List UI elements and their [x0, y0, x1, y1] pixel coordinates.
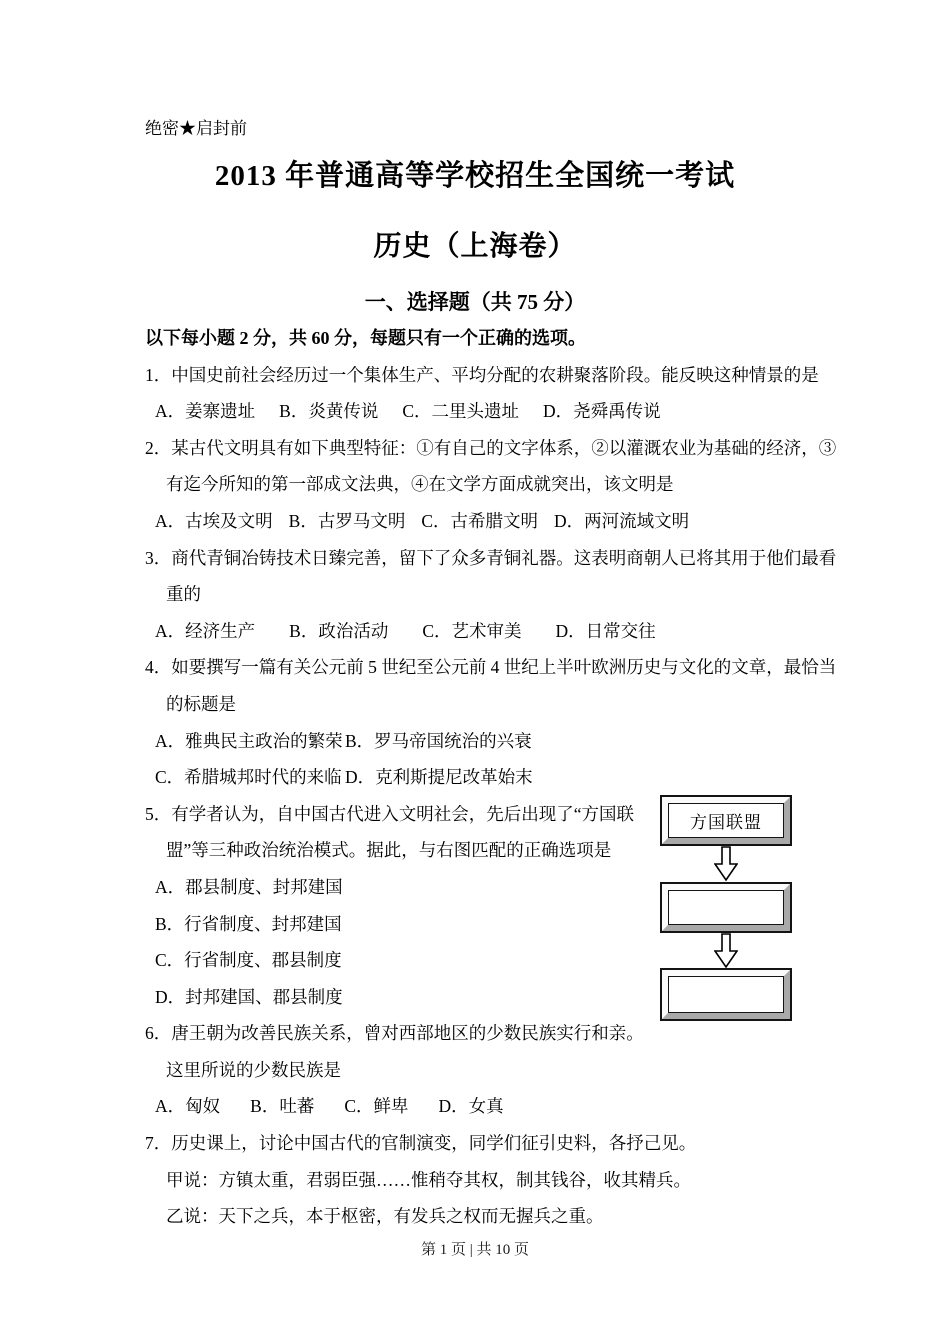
- flowchart-box-2: [660, 882, 792, 933]
- flowchart-box-1: [660, 795, 792, 846]
- option-d: D．尧舜禹传说: [543, 401, 661, 422]
- question-7-quote-jia: 甲说：方镇太重，君弱臣强……惟稍夺其权，制其钱谷，收其精兵。: [166, 1169, 691, 1190]
- bevel-frame: [662, 797, 790, 844]
- option-b: B．罗马帝国统治的兴衰: [345, 730, 532, 751]
- question-1-options: [0, 393, 950, 430]
- bevel-frame: [662, 970, 790, 1019]
- question-5-option-a: A．郡县制度、封邦建国: [155, 876, 343, 897]
- question-5-option-c: C．行省制度、郡县制度: [155, 950, 342, 971]
- down-arrow-icon: [714, 933, 738, 969]
- section-header: 一、选择题（共 75 分）: [364, 290, 586, 314]
- option-a: A．古埃及文明: [155, 510, 273, 531]
- question-1-stem: 1．中国史前社会经历过一个集体生产、平均分配的农耕聚落阶段。能反映这种情景的是: [145, 364, 819, 385]
- question-7-stem: 7．历史课上，讨论中国古代的官制演变，同学们征引史料，各抒己见。: [145, 1133, 697, 1154]
- option-b: B．吐蕃: [250, 1096, 315, 1117]
- question-4-stem-cont: 的标题是: [166, 693, 236, 714]
- page-number-footer: 第 1 页 | 共 10 页: [420, 1242, 529, 1258]
- question-4-options-row-1: [0, 723, 950, 760]
- question-4-stem: 4．如要撰写一篇有关公元前 5 世纪至公元前 4 世纪上半叶欧洲历史与文化的文章，最恰当: [145, 657, 837, 678]
- option-a: A．经济生产: [155, 620, 256, 641]
- instructions-line: 以下每小题 2 分，共 60 分，每题只有一个正确的选项。: [145, 328, 586, 348]
- flowchart-box-1-label: 方国联盟: [668, 803, 784, 838]
- question-6-stem: 6．唐王朝为改善民族关系，曾对西部地区的少数民族实行和亲。: [145, 1023, 644, 1044]
- option-b: B．炎黄传说: [279, 401, 379, 422]
- option-a: A．雅典民主政治的繁荣: [155, 730, 343, 751]
- option-c: C．鲜卑: [344, 1096, 409, 1117]
- page-subtitle: 历史（上海卷）: [373, 231, 577, 262]
- question-3-stem-cont: 重的: [166, 584, 201, 605]
- question-5-option-d: D．封邦建国、郡县制度: [155, 986, 343, 1007]
- flowchart-box-2-label: [668, 890, 784, 925]
- exam-body: [0, 320, 950, 1235]
- option-d: D．日常交往: [555, 620, 656, 641]
- option-d: D．克利斯提尼改革始末: [345, 767, 533, 788]
- bevel-frame: [662, 884, 790, 931]
- question-4-options-row-2: [0, 759, 950, 796]
- page-title: 2013 年普通高等学校招生全国统一考试: [214, 160, 736, 192]
- question-2-stem: 2．某古代文明具有如下典型特征：①有自己的文字体系，②以灌溉农业为基础的经济，③: [145, 437, 837, 458]
- option-a: A．姜寨遗址: [155, 401, 256, 422]
- option-c: C．二里头遗址: [402, 401, 520, 422]
- question-6-options: [0, 1088, 950, 1125]
- question-2-stem-cont: 有迄今所知的第一部成文法典，④在文学方面成就突出，该文明是: [166, 474, 674, 495]
- option-b: B．政治活动: [289, 620, 389, 641]
- question-5-option-b: B．行省制度、封邦建国: [155, 913, 342, 934]
- question-2-options: [0, 503, 950, 540]
- question-6-stem-cont: 这里所说的少数民族是: [166, 1059, 341, 1080]
- question-5-stem-cont: 盟”等三种政治统治模式。据此，与右图匹配的正确选项是: [166, 840, 612, 861]
- down-arrow-icon: [714, 846, 738, 882]
- option-c: C．古希腊文明: [421, 510, 539, 531]
- flowchart-box-3-label: [668, 976, 784, 1013]
- question-5-stem: 5．有学者认为，自中国古代进入文明社会，先后出现了“方国联: [145, 803, 635, 824]
- option-a: A．匈奴: [155, 1096, 221, 1117]
- question-7-quote-yi: 乙说：天下之兵，本于枢密，有发兵之权而无握兵之重。: [166, 1206, 604, 1227]
- option-c: C．艺术审美: [422, 620, 522, 641]
- option-d: D．两河流域文明: [554, 510, 690, 531]
- question-3-options: [0, 613, 950, 650]
- option-d: D．女真: [438, 1096, 504, 1117]
- option-b: B．古罗马文明: [288, 510, 406, 531]
- flowchart-box-3: [660, 968, 792, 1021]
- option-c: C．希腊城邦时代的来临: [155, 767, 342, 788]
- question-3-stem: 3．商代青铜冶铸技术日臻完善，留下了众多青铜礼器。这表明商朝人已将其用于他们最看: [145, 547, 837, 568]
- classification-label: 绝密★启封前: [145, 119, 247, 138]
- flowchart-diagram: [660, 795, 792, 1021]
